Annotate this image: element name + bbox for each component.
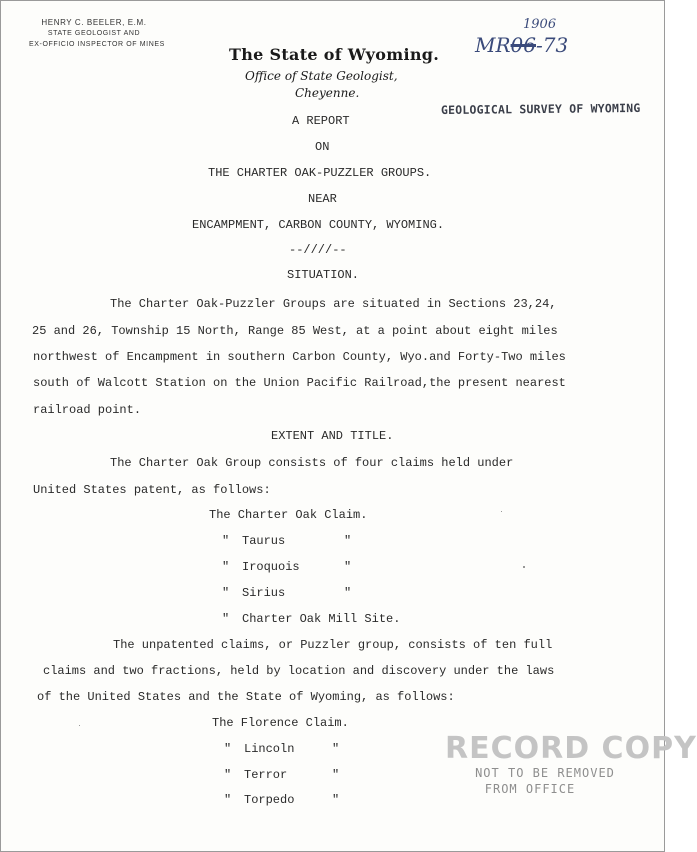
- claim-name: Terror: [244, 768, 288, 782]
- extent-para1-line: The Charter Oak Group consists of four claims held under: [110, 456, 514, 470]
- situation-heading: SITUATION.: [287, 268, 360, 282]
- city-line: Cheyenne.: [295, 86, 360, 100]
- ditto-mark: ": [344, 534, 352, 548]
- scan-speck: [523, 566, 525, 568]
- scan-speck: [79, 725, 80, 726]
- scan-speck: [501, 511, 502, 512]
- ditto-mark: ": [222, 586, 230, 600]
- record-stamp-line3: FROM OFFICE: [484, 782, 576, 796]
- ditto-mark: ": [224, 768, 232, 782]
- ditto-mark: ": [344, 586, 352, 600]
- report-line2: ON: [315, 140, 330, 154]
- claim-name: Lincoln: [244, 742, 295, 756]
- claim-name: The Charter Oak Claim.: [209, 508, 368, 522]
- claim-list-item: [222, 586, 362, 600]
- ditto-mark: ": [222, 560, 230, 574]
- survey-stamp: GEOLOGICAL SURVEY OF WYOMING: [440, 100, 641, 118]
- extent-heading: EXTENT AND TITLE.: [271, 429, 394, 443]
- claim-list-item: [222, 534, 362, 548]
- situation-line: The Charter Oak-Puzzler Groups are situated in Sections 23,24,: [110, 297, 557, 311]
- reference-struck: 06: [510, 33, 536, 57]
- situation-line: northwest of Encampment in southern Carbon County, Wyo.and Forty-Two miles: [33, 350, 566, 364]
- situation-line: 25 and 26, Township 15 North, Range 85 West, at a point about eight miles: [32, 324, 558, 338]
- letterhead: [29, 17, 165, 50]
- record-stamp-line1: RECORD COPY: [445, 731, 697, 766]
- claim-name: The Florence Claim.: [212, 716, 349, 730]
- letterhead-name: HENRY C. BEELER, E.M.: [41, 18, 147, 27]
- ditto-mark: ": [222, 534, 230, 548]
- claim-list-item: [224, 793, 364, 807]
- situation-line: south of Walcott Station on the Union Pacific Railroad,the present nearest: [33, 376, 566, 390]
- record-copy-stamp: [445, 731, 697, 796]
- handwritten-reference: [475, 33, 568, 57]
- reference-suffix: -73: [536, 33, 569, 57]
- ditto-mark: ": [224, 793, 232, 807]
- ditto-mark: ": [224, 742, 232, 756]
- report-divider: --////--: [289, 243, 347, 257]
- report-line4: NEAR: [308, 192, 337, 206]
- claim-list-item: [212, 716, 349, 730]
- claim-name: Taurus: [242, 534, 286, 548]
- office-line: Office of State Geologist,: [245, 69, 398, 83]
- ditto-mark: ": [344, 560, 352, 574]
- report-line3: THE CHARTER OAK-PUZZLER GROUPS.: [208, 166, 432, 180]
- claim-list-item: [224, 768, 364, 782]
- report-line5: ENCAMPMENT, CARBON COUNTY, WYOMING.: [192, 218, 445, 232]
- claim-list-item: [209, 508, 367, 522]
- extent-para2-line: claims and two fractions, held by location and discovery under the laws: [43, 664, 555, 678]
- ditto-mark: ": [332, 793, 340, 807]
- claim-name: Iroquois: [242, 560, 300, 574]
- ditto-mark: ": [332, 768, 340, 782]
- extent-para1-line: United States patent, as follows:: [33, 483, 271, 497]
- handwritten-year: 1906: [523, 17, 557, 32]
- letterhead-line2: STATE GEOLOGIST AND: [47, 30, 141, 37]
- claim-list-item: [222, 560, 362, 574]
- ditto-mark: ": [332, 742, 340, 756]
- claim-name: Sirius: [242, 586, 286, 600]
- state-title: The State of Wyoming.: [229, 45, 440, 64]
- ditto-mark: ": [222, 612, 230, 626]
- extent-para2-line: of the United States and the State of Wyoming, as follows:: [37, 690, 455, 704]
- letterhead-line3: EX-OFFICIO INSPECTOR OF MINES: [29, 41, 165, 48]
- reference-prefix: MR: [475, 33, 511, 57]
- claim-list-item: [222, 612, 422, 626]
- situation-line: railroad point.: [33, 403, 142, 417]
- claim-name: Torpedo: [244, 793, 295, 807]
- record-stamp-line2: NOT TO BE REMOVED: [475, 766, 615, 780]
- extent-para2-line: The unpatented claims, or Puzzler group, consists of ten full: [113, 638, 553, 652]
- claim-list-item: [224, 742, 364, 756]
- report-line1: A REPORT: [292, 114, 350, 128]
- claim-name: Charter Oak Mill Site.: [242, 612, 401, 626]
